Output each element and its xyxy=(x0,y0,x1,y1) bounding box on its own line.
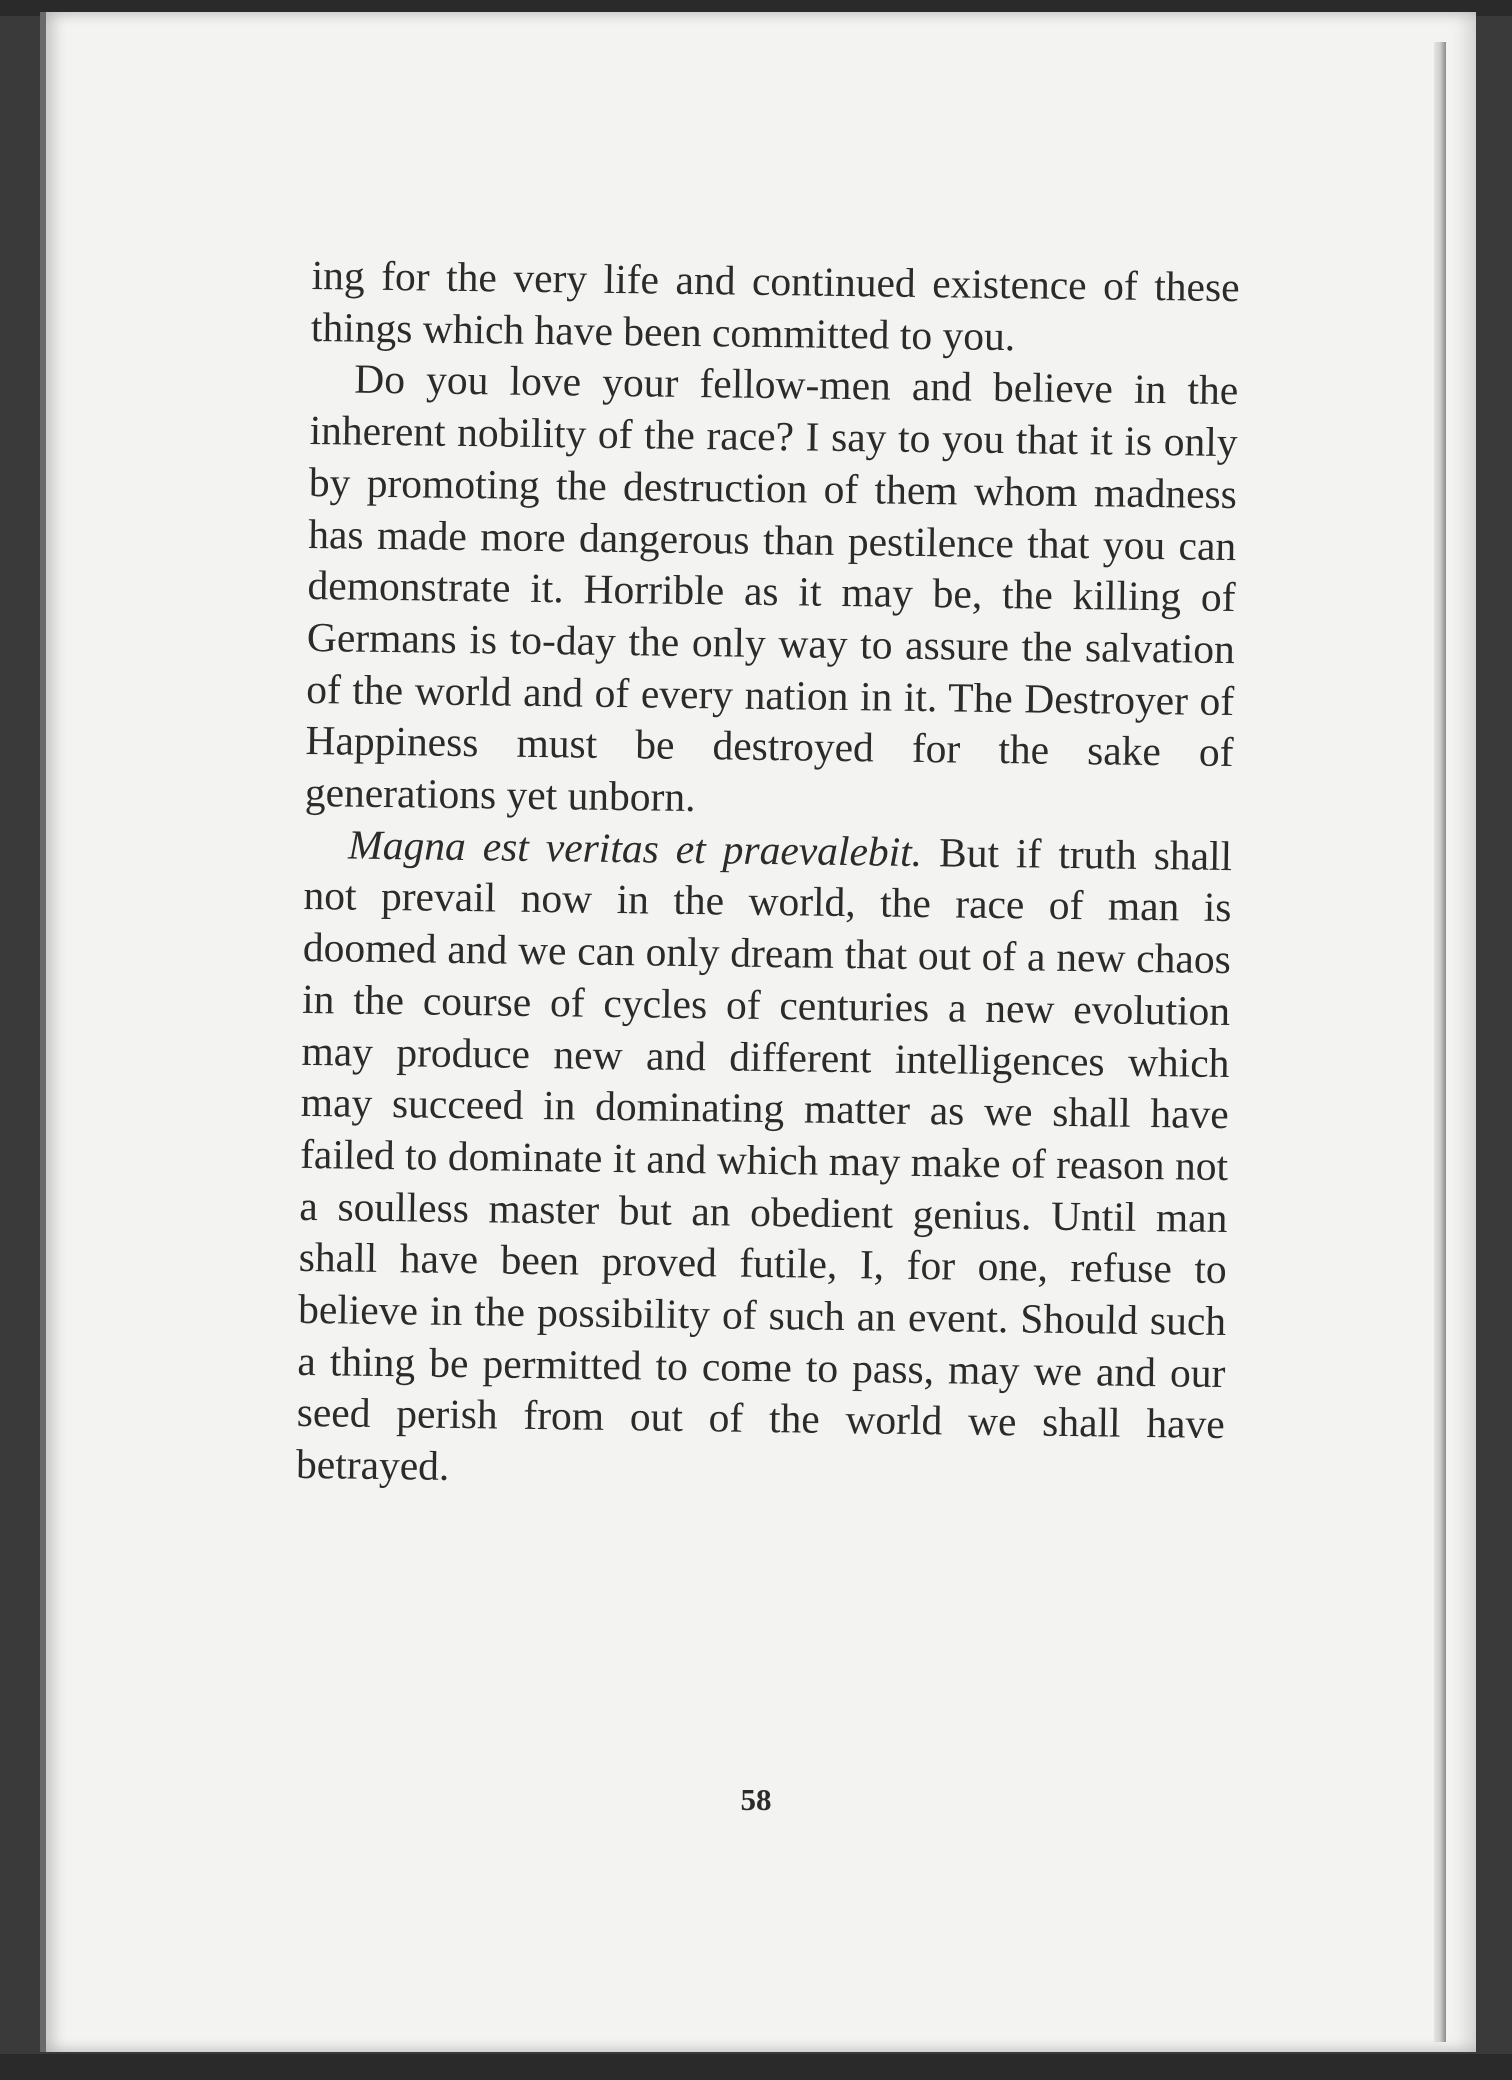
latin-motto: Magna est veritas et praevalebit. xyxy=(347,821,923,875)
paragraph-1 xyxy=(311,250,1240,366)
body-text xyxy=(296,250,1240,1503)
page-number: 58 xyxy=(740,1782,772,1817)
page-edge-shadow xyxy=(1434,42,1446,2042)
paragraph-1-text: ing for the very life and continued existence of these things which have been committed to you. xyxy=(310,251,1240,359)
paragraph-2-text: Do you love your fellow-men and believe in the inherent nobility of the race? I say to you that it is only by promoting the destruction of them whom madness has made more dangerous than pestilence that you can demonstrate it. Horrible as it may be, the killing of Germans is to-day the only way to assure the salvation of the world and of every nation in it. The Destroyer of Happiness must be destroyed for the sake of generations yet unborn. xyxy=(304,355,1239,821)
paragraph-3 xyxy=(296,819,1233,1503)
paragraph-2 xyxy=(305,353,1239,830)
scan-border-bottom xyxy=(0,2054,1512,2080)
paragraph-3-text: But if truth shall not prevail now in the world, the race of man is doomed and we can only dream that out of a new chaos in the course of cycles of centuries a new evolution may produce new and different intelligences which may succeed in dominating matter as we shall have failed to dominate it and which may make of reason not a soulless master but an obedient genius. Until man shall have been proved futile, I, for one, refuse to believe in the possibility of such an event. Should such a thing be permitted to come to pass, may we and our seed perish from out of the world we shall have betrayed. xyxy=(295,828,1233,1490)
